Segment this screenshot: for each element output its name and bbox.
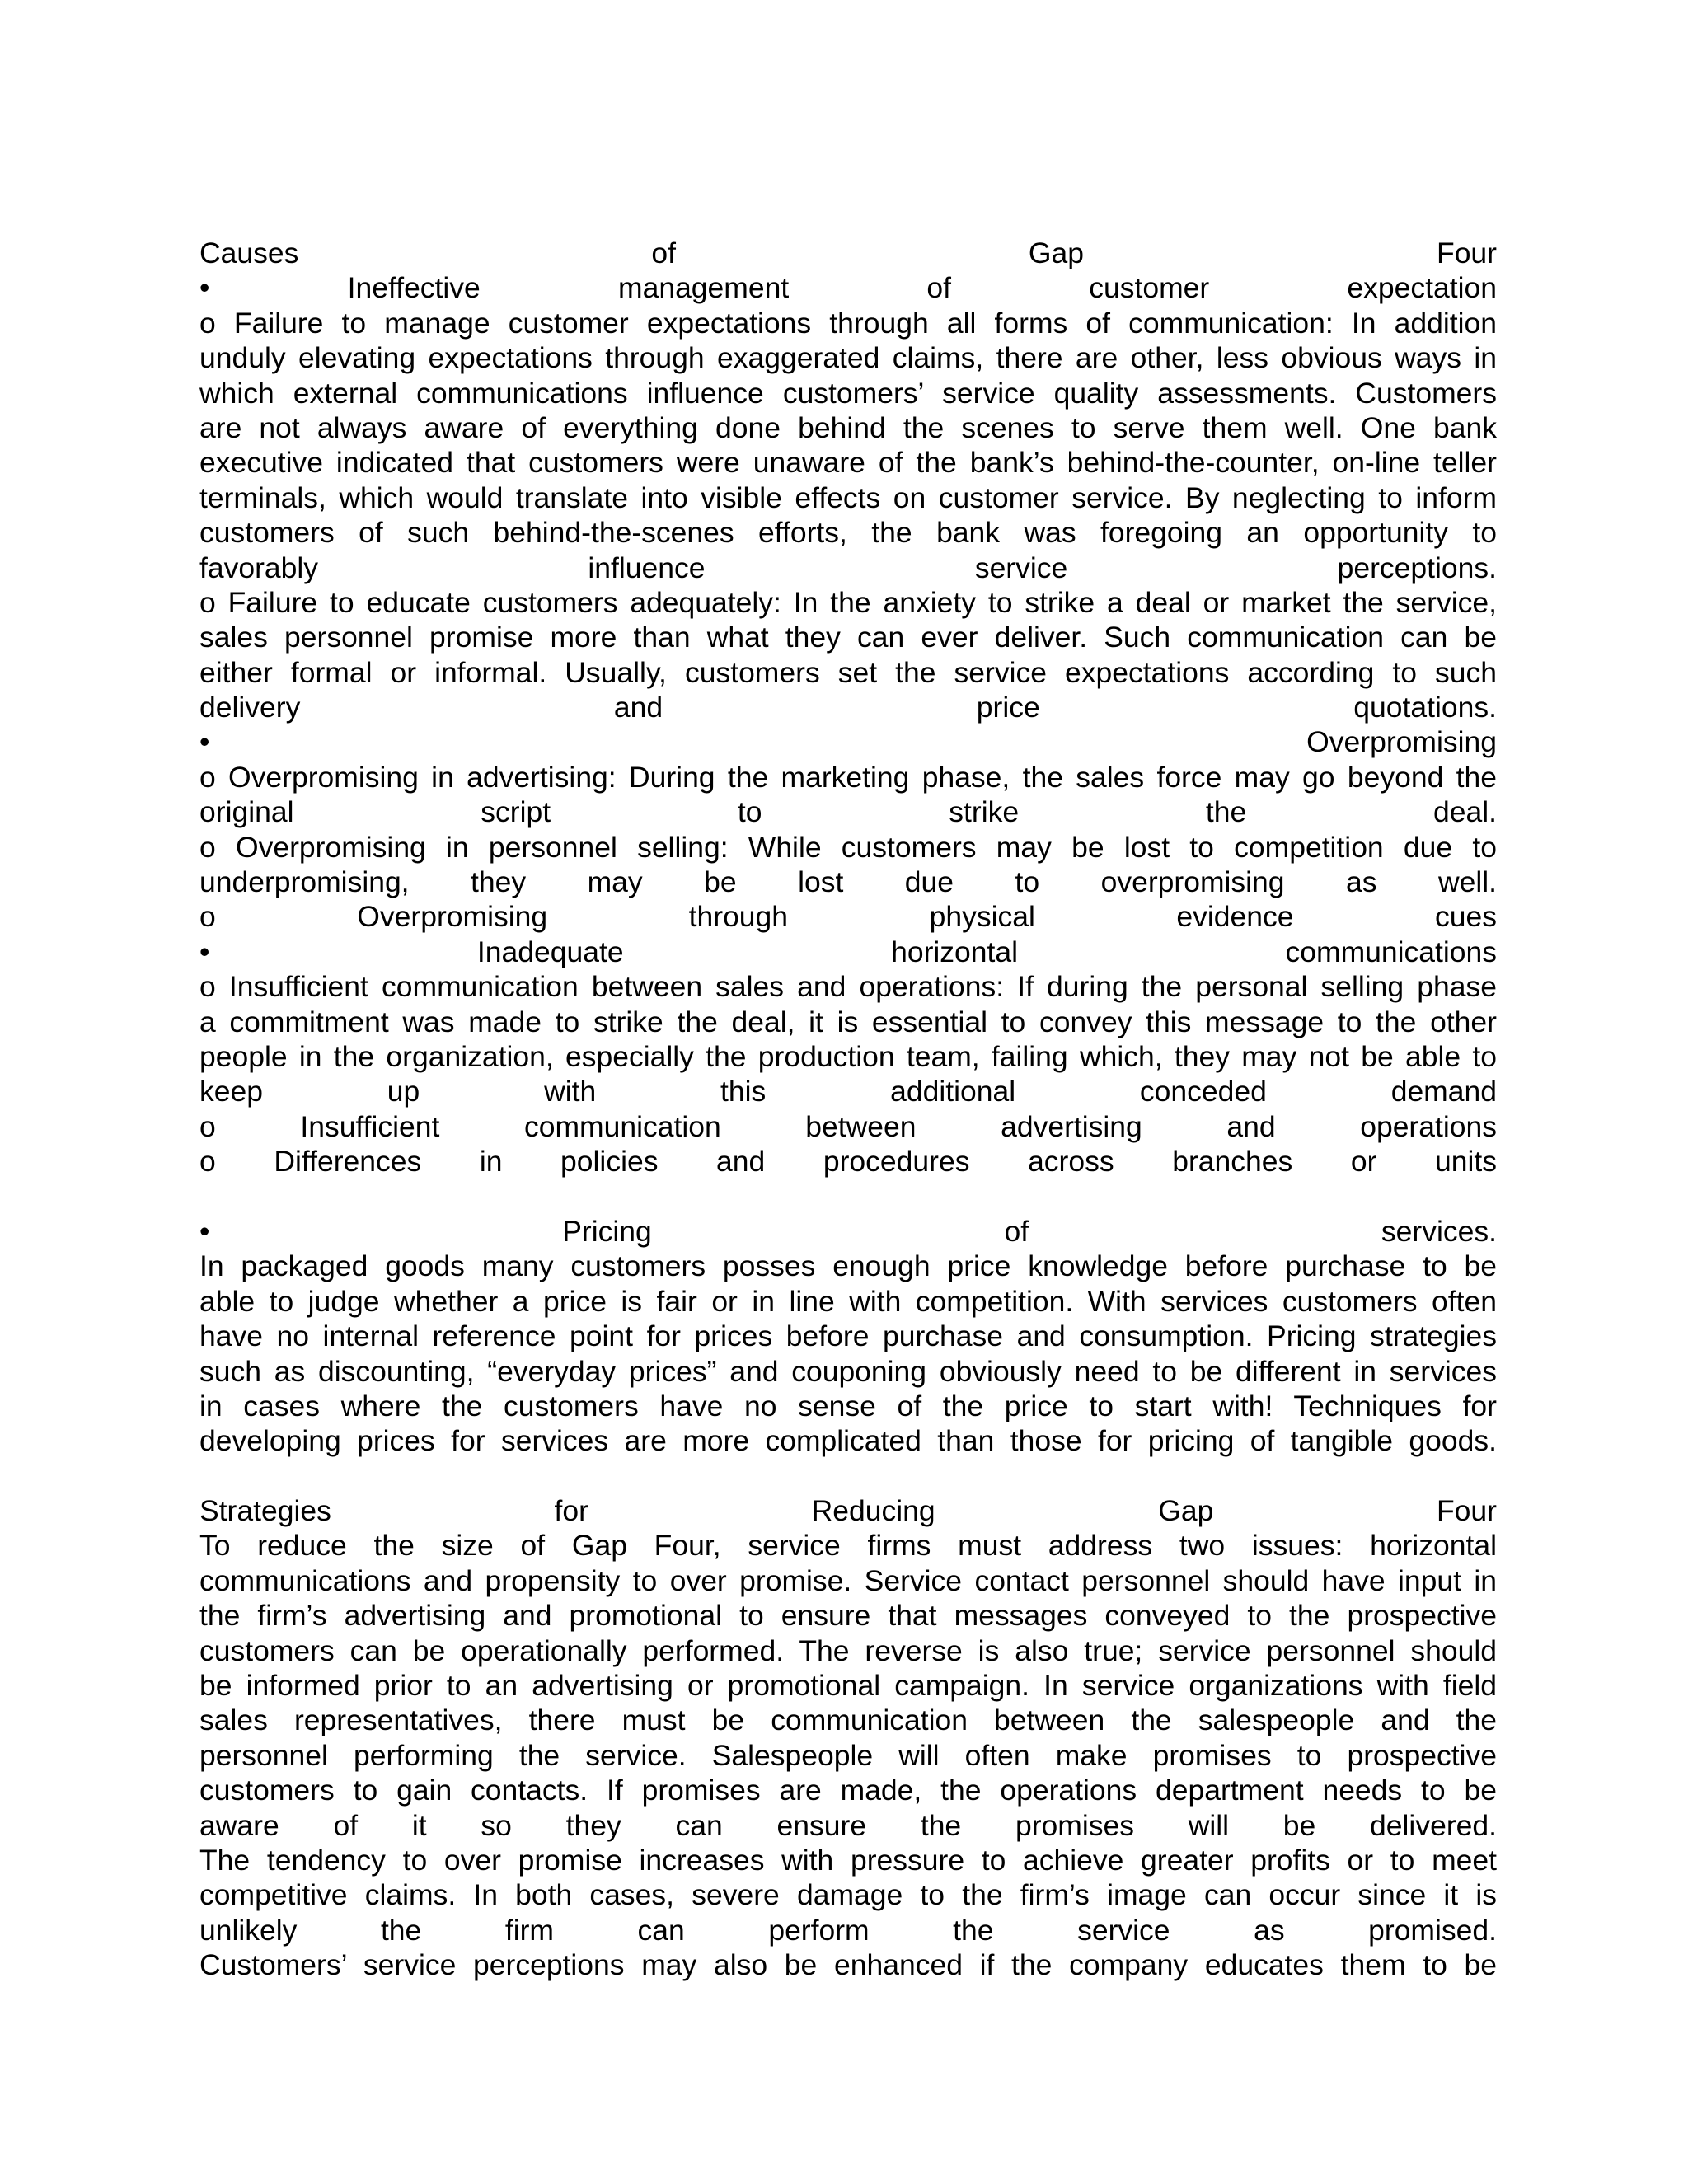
text-line: o Insufficient communication between sales and operations: If during the personal selling phase (199, 970, 1497, 1004)
text-line: either formal or informal. Usually, customers set the service expectations according to such (199, 655, 1497, 689)
text-line: delivery and price quotations. (199, 691, 1497, 724)
text-line: o Overpromising in personnel selling: While customers may be lost to competition due to (199, 830, 1497, 864)
text-line: Strategies for Reducing Gap Four (199, 1494, 1497, 1528)
document-page (199, 236, 1497, 1983)
text-line: customers to gain contacts. If promises are made, the operations department needs to be (199, 1774, 1497, 1807)
text-line: the firm’s advertising and promotional to ensure that messages conveyed to the prospective (199, 1599, 1497, 1633)
blank-line (199, 1459, 1497, 1493)
text-line: o Differences in policies and procedures across branches or units (199, 1145, 1497, 1179)
text-line: sales personnel promise more than what they can ever deliver. Such communication can be (199, 621, 1497, 654)
text-line: To reduce the size of Gap Four, service firms must address two issues: horizontal (199, 1529, 1497, 1563)
text-line: customers can be operationally performed. The reverse is also true; service personnel should (199, 1633, 1497, 1667)
text-line: • Inadequate horizontal communications (199, 935, 1497, 968)
text-line: • Ineffective management of customer expectation (199, 271, 1497, 305)
text-line: developing prices for services are more complicated than those for pricing of tangible goods. (199, 1424, 1497, 1458)
text-line: Causes of Gap Four (199, 237, 1497, 269)
text-line: executive indicated that customers were unaware of the bank’s behind-the-counter, on-line teller (199, 446, 1497, 480)
text-line: competitive claims. In both cases, severe damage to the firm’s image can occur since it is (199, 1878, 1497, 1912)
text-line: aware of it so they can ensure the promises will be delivered. (199, 1808, 1497, 1842)
text-line: which external communications influence customers’ service quality assessments. Customers (199, 376, 1497, 410)
text-line: o Failure to educate customers adequately: In the anxiety to strike a deal or market the service, (199, 585, 1497, 619)
text-line: sales representatives, there must be communication between the salespeople and the (199, 1704, 1497, 1737)
text-line: unlikely the firm can perform the service as promised. (199, 1913, 1497, 1947)
text-line: o Insufficient communication between advertising and operations (199, 1109, 1497, 1143)
text-line: In packaged goods many customers posses enough price knowledge before purchase to be (199, 1249, 1497, 1283)
text-line: such as discounting, “everyday prices” and couponing obviously need to be different in services (199, 1354, 1497, 1388)
text-line: are not always aware of everything done behind the scenes to serve them well. One bank (199, 410, 1497, 444)
text-line: keep up with this additional conceded demand (199, 1075, 1497, 1108)
text-line: Customers’ service perceptions may also be enhanced if the company educates them to be (199, 1948, 1497, 1982)
text-line: o Overpromising in advertising: During the marketing phase, the sales force may go beyond the (199, 760, 1497, 794)
text-line: o Failure to manage customer expectations through all forms of communication: In addition (199, 306, 1497, 340)
text-line: able to judge whether a price is fair or in line with competition. With services customers often (199, 1284, 1497, 1318)
text-line: original script to strike the deal. (199, 795, 1497, 829)
text-line: a commitment was made to strike the deal, it is essential to convey this message to the other (199, 1005, 1497, 1038)
text-line: underpromising, they may be lost due to overpromising as well. (199, 865, 1497, 899)
text-line: • Pricing of services. (199, 1214, 1497, 1248)
text-line: be informed prior to an advertising or promotional campaign. In service organizations with field (199, 1669, 1497, 1703)
text-line: communications and propensity to over promise. Service contact personnel should have input in (199, 1563, 1497, 1597)
text-line: unduly elevating expectations through exaggerated claims, there are other, less obvious ways in (199, 341, 1497, 375)
text-line: in cases where the customers have no sense of the price to start with! Techniques for (199, 1389, 1497, 1422)
text-line: • Overpromising (199, 725, 1497, 759)
text-line: favorably influence service perceptions. (199, 551, 1497, 584)
text-line: o Overpromising through physical evidence cues (199, 900, 1497, 934)
text-line: have no internal reference point for prices before purchase and consumption. Pricing strategies (199, 1319, 1497, 1353)
text-line: personnel performing the service. Salespeople will often make promises to prospective (199, 1738, 1497, 1772)
text-line: terminals, which would translate into visible effects on customer service. By neglecting to inform (199, 480, 1497, 514)
text-line: The tendency to over promise increases with pressure to achieve greater profits or to meet (199, 1843, 1497, 1877)
blank-line (199, 1179, 1497, 1214)
text-line: customers of such behind-the-scenes efforts, the bank was foregoing an opportunity to (199, 516, 1497, 550)
text-line: people in the organization, especially the production team, failing which, they may not be able to (199, 1039, 1497, 1073)
